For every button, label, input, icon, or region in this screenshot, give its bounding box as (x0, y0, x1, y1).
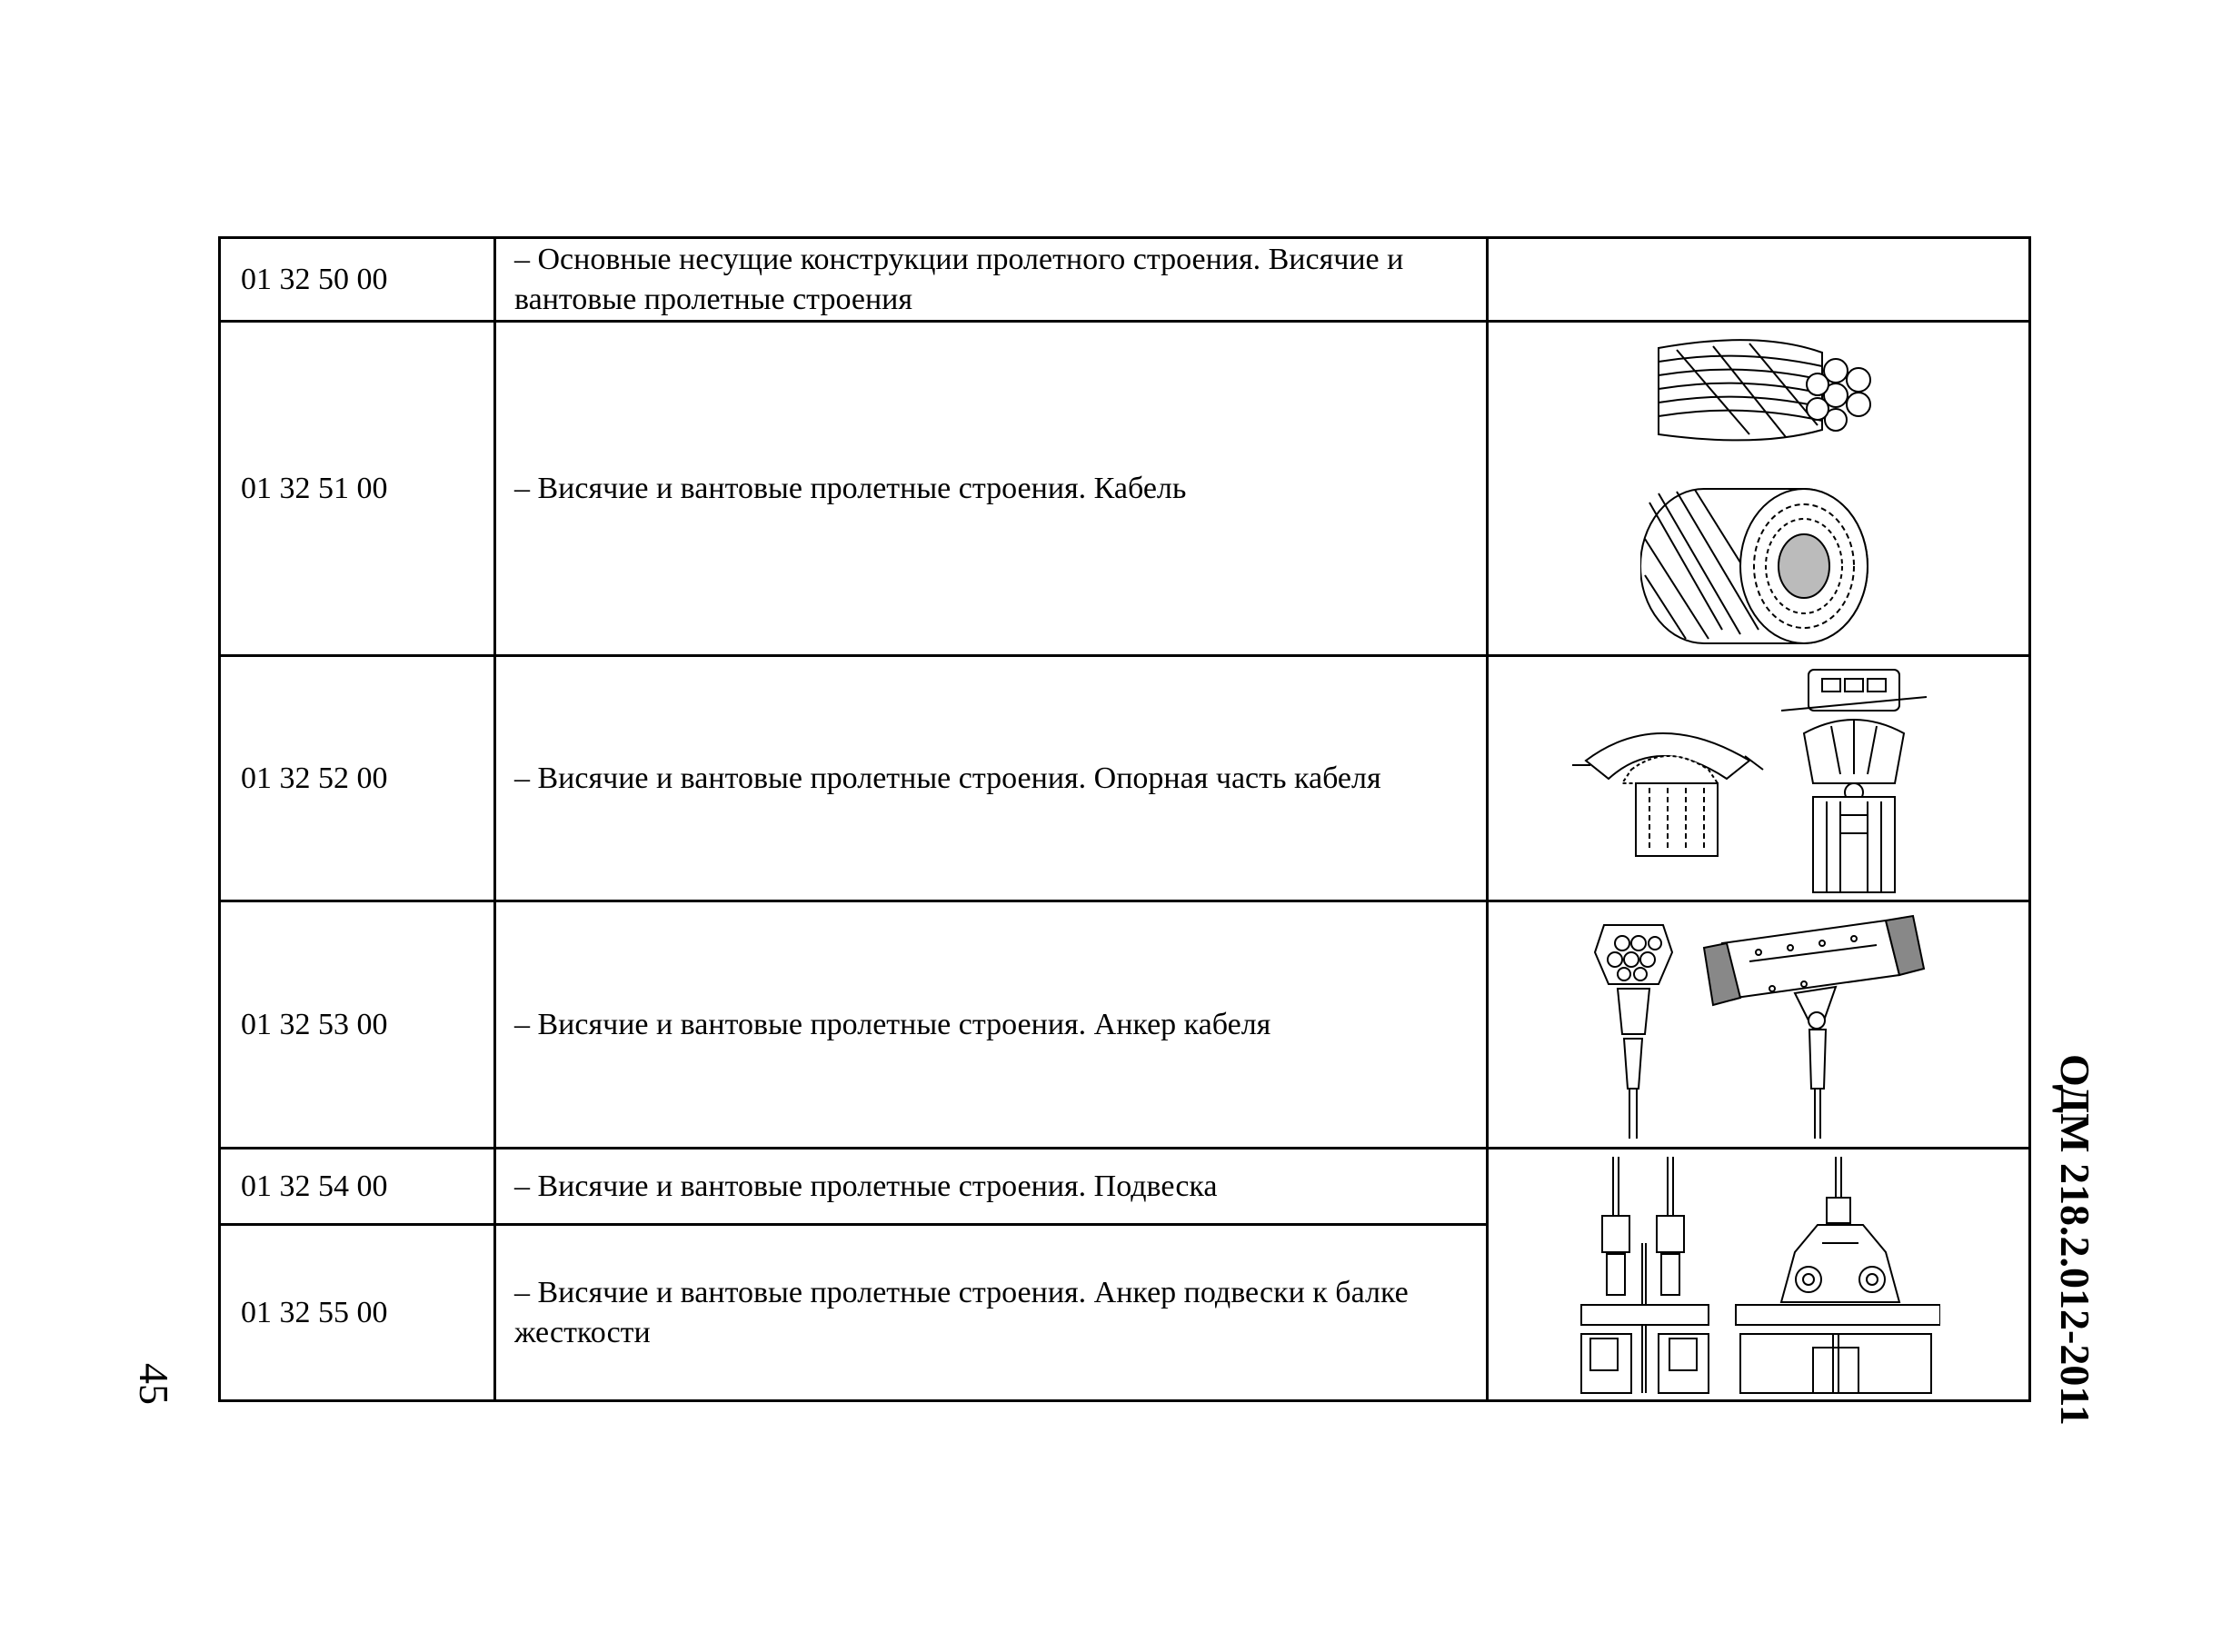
row-code: 01 32 55 00 (220, 1225, 495, 1401)
row-code: 01 32 50 00 (220, 238, 495, 322)
row-code: 01 32 54 00 (220, 1149, 495, 1225)
document-code: ОДМ 218.2.012-2011 (2052, 1054, 2098, 1426)
row-description: – Висячие и вантовые пролетные строения. Подвеска (495, 1149, 1488, 1225)
anchor-icon (1586, 907, 1931, 1143)
row-illustration-empty (1488, 238, 2030, 322)
cable-illustration (1488, 322, 2030, 656)
table-row (220, 1149, 2030, 1225)
row-description: – Висячие и вантовые пролетные строения. Кабель (495, 322, 1488, 656)
row-description: – Висячие и вантовые пролетные строения. Анкер кабеля (495, 901, 1488, 1149)
cable-anchor-illustration (1488, 901, 2030, 1149)
row-description: – Висячие и вантовые пролетные строения. Анкер подвески к балке жесткости (495, 1225, 1488, 1401)
saddle-icon (1568, 661, 1949, 897)
row-code: 01 32 51 00 (220, 322, 495, 656)
table-row (220, 656, 2030, 901)
table-row (220, 901, 2030, 1149)
row-description: – Основные несущие конструкции пролетного строения. Висячие и вантовые пролетные строения (495, 238, 1488, 322)
row-code: 01 32 52 00 (220, 656, 495, 901)
row-description: – Висячие и вантовые пролетные строения. Опорная часть кабеля (495, 656, 1488, 901)
cable-icon (1640, 330, 1877, 648)
table-row (220, 238, 2030, 322)
cable-saddle-illustration (1488, 656, 2030, 901)
classification-table (218, 236, 2031, 1402)
page-number: 45 (131, 1363, 177, 1405)
row-code: 01 32 53 00 (220, 901, 495, 1149)
hanger-anchor-illustration (1488, 1149, 2030, 1401)
table-row (220, 322, 2030, 656)
hanger-icon (1577, 1152, 1940, 1398)
